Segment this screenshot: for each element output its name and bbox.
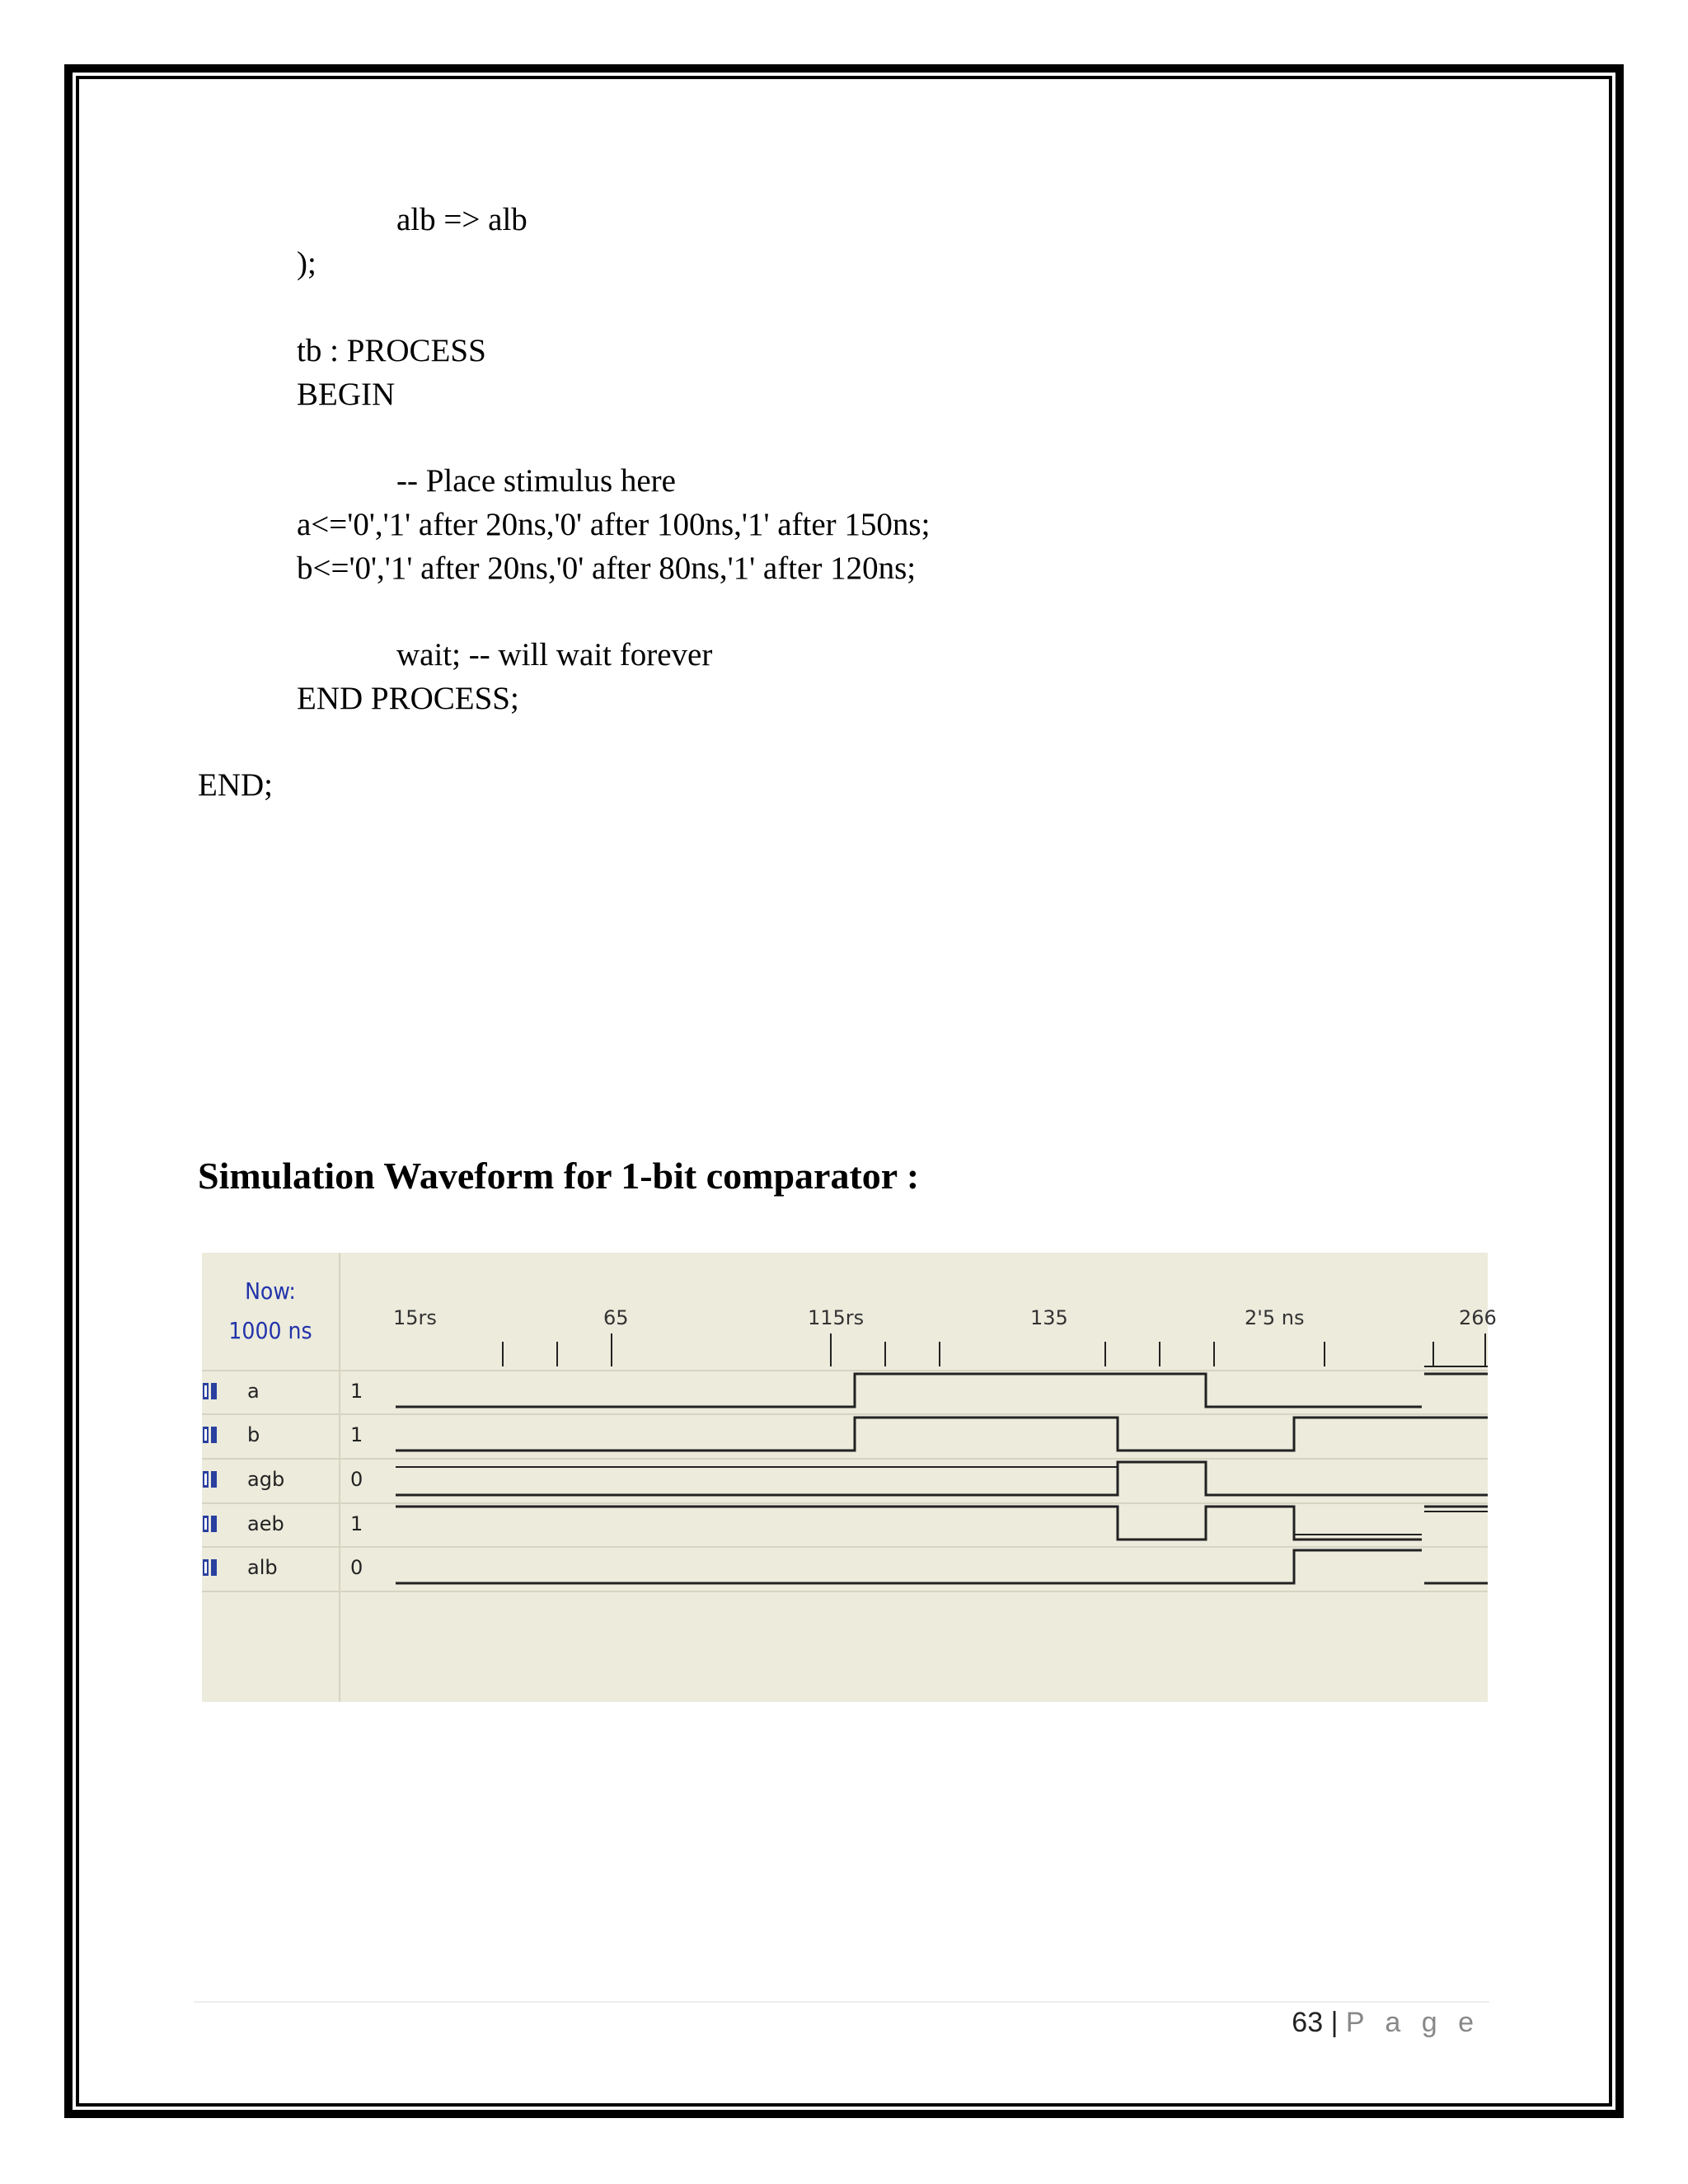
- code-line: -- Place stimulus here: [396, 463, 676, 499]
- tick-label: 266: [1459, 1306, 1497, 1329]
- signal-icon: [202, 1425, 218, 1445]
- signal-value-a: 1: [350, 1380, 363, 1403]
- signal-name-b[interactable]: b: [247, 1423, 260, 1446]
- signal-icon: [202, 1469, 218, 1489]
- code-line: wait; -- will wait forever: [396, 637, 713, 673]
- code-line: alb => alb: [396, 202, 528, 237]
- code-line: b<='0','1' after 20ns,'0' after 80ns,'1' after 120ns;: [297, 551, 917, 586]
- code-line: BEGIN: [297, 377, 396, 412]
- page-number: 63: [1292, 2007, 1324, 2038]
- code-line: END;: [198, 767, 273, 803]
- now-value: 1000 ns: [228, 1317, 312, 1344]
- now-label: Now:: [245, 1277, 296, 1305]
- tick-label: 15rs: [393, 1306, 437, 1329]
- signal-value-alb: 0: [350, 1556, 363, 1579]
- code-line: );: [297, 246, 316, 281]
- tick-label: 115rs: [808, 1306, 865, 1329]
- signal-value-agb: 0: [350, 1468, 363, 1491]
- name-column-divider: [339, 1253, 340, 1702]
- tick-label: 135: [1030, 1306, 1068, 1329]
- signal-name-a[interactable]: a: [247, 1380, 260, 1403]
- signal-icon: [202, 1381, 218, 1401]
- page-word: P a g e: [1345, 2007, 1480, 2038]
- footer-separator: |: [1330, 2007, 1339, 2038]
- signal-name-alb[interactable]: alb: [247, 1556, 278, 1579]
- signal-icon: [202, 1558, 218, 1577]
- waveform-viewer: [202, 1253, 1497, 1702]
- section-heading: Simulation Waveform for 1-bit comparator :: [198, 1155, 920, 1197]
- code-line: END PROCESS;: [297, 681, 519, 716]
- page-footer: [1292, 2007, 1480, 2039]
- signal-value-aeb: 1: [350, 1512, 363, 1535]
- code-line: a<='0','1' after 20ns,'0' after 100ns,'1' after 150ns;: [297, 507, 931, 542]
- tick-label: 2'5 ns: [1245, 1306, 1305, 1329]
- signal-value-b: 1: [350, 1423, 363, 1446]
- tick-label: 65: [603, 1306, 629, 1329]
- code-line: tb : PROCESS: [297, 333, 486, 368]
- signal-name-agb[interactable]: agb: [247, 1468, 285, 1491]
- signal-name-aeb[interactable]: aeb: [247, 1512, 284, 1535]
- footer-rule: [194, 2001, 1489, 2003]
- signal-icon: [202, 1514, 218, 1534]
